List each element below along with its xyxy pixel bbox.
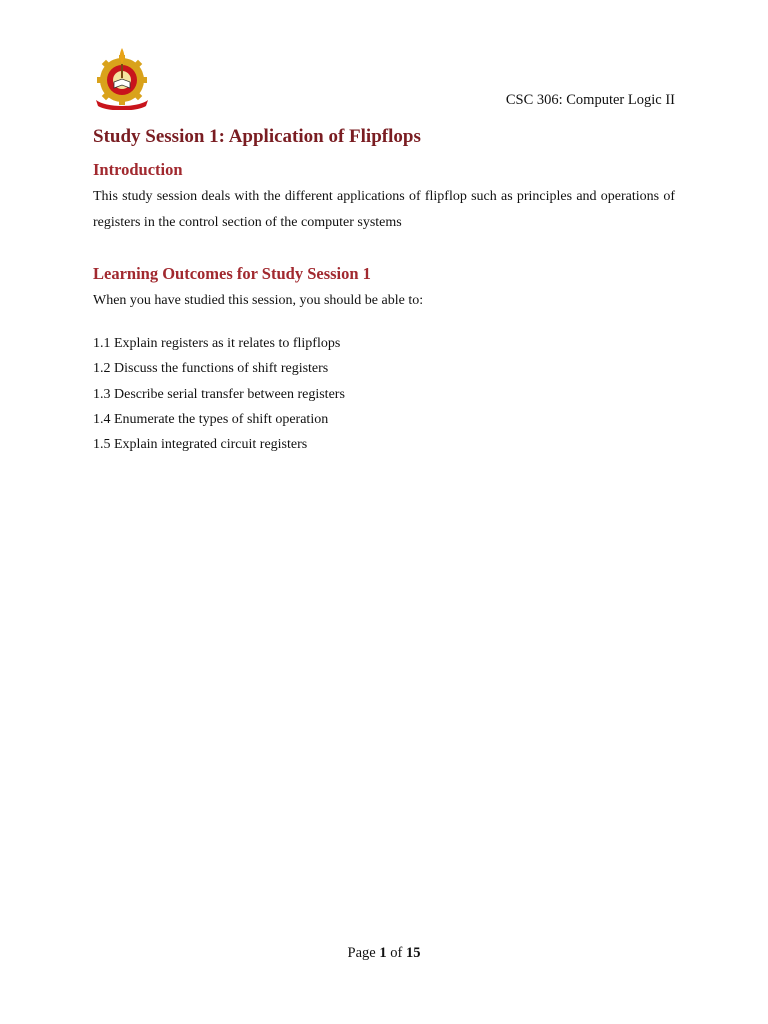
outcome-item: 1.2 Discuss the functions of shift registers [93, 361, 329, 377]
page-footer [0, 945, 768, 962]
learning-outcomes-list [93, 333, 345, 459]
footer-total-pages: 15 [405, 945, 421, 961]
outcome-item: 1.5 Explain integrated circuit registers [93, 437, 308, 453]
footer-current-page: 1 [379, 945, 387, 961]
course-header: CSC 306: Computer Logic II [505, 92, 675, 108]
outcome-item: 1.1 Explain registers as it relates to flipflops [93, 336, 341, 351]
university-crest-logo [92, 42, 152, 110]
learning-outcomes-lead: When you have studied this session, you should be able to: [93, 293, 424, 308]
learning-outcomes-heading: Learning Outcomes for Study Session 1 [93, 264, 371, 283]
footer-of-word: of [390, 945, 403, 961]
session-title: Study Session 1: Application of Flipflops [93, 126, 421, 147]
outcome-item: 1.4 Enumerate the types of shift operation [93, 411, 329, 427]
introduction-heading: Introduction [93, 160, 183, 179]
introduction-paragraph: This study session deals with the different applications of flipflop such as principles and operations of registers in the control section of the computer systems [93, 189, 675, 230]
outcome-item: 1.3 Describe serial transfer between registers [93, 386, 345, 402]
footer-page-word: Page [347, 945, 376, 961]
